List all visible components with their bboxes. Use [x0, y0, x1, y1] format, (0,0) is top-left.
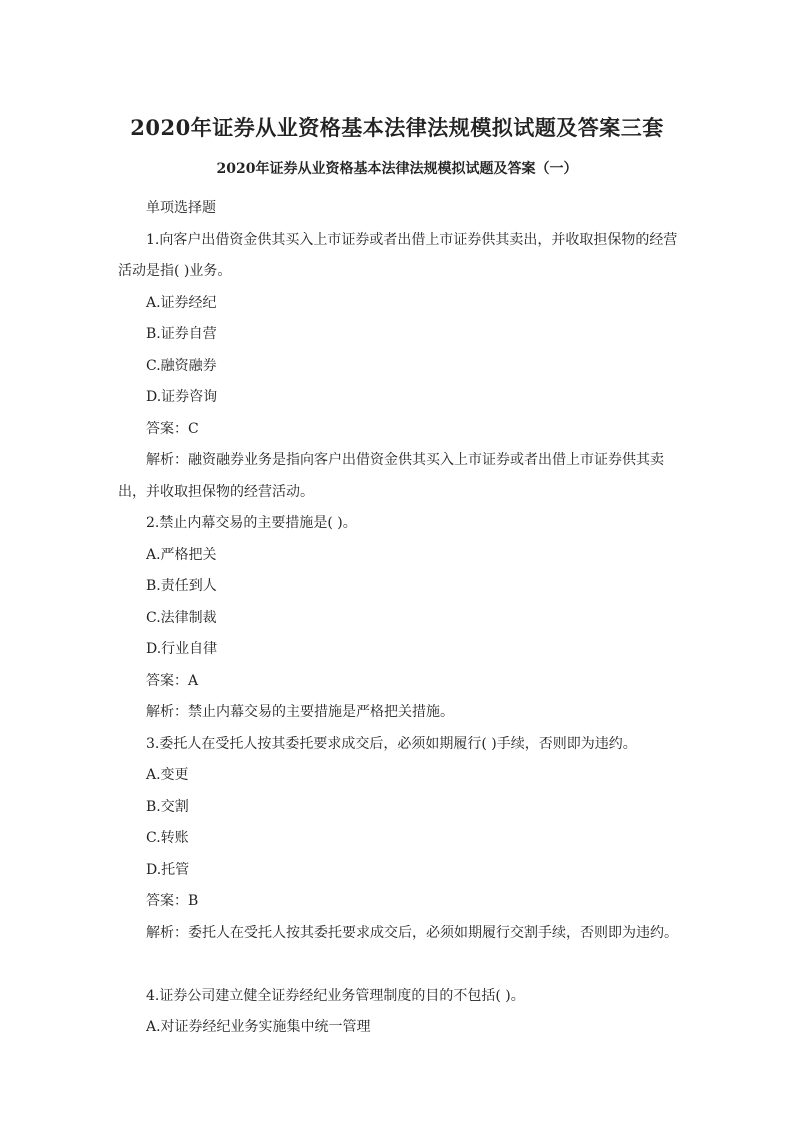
document-subtitle: 2020年证券从业资格基本法律法规模拟试题及答案（一）: [216, 161, 578, 177]
option: D.证券咨询: [146, 389, 218, 405]
section-heading: 单项选择题: [146, 200, 216, 216]
option: D.托管: [146, 861, 190, 878]
option: A.严格把关: [146, 546, 217, 563]
option: A.证券经纪: [146, 294, 217, 311]
option: A.对证券经纪业务实施集中统一管理: [146, 1019, 371, 1035]
document-title: 2020年证券从业资格基本法律法规模拟试题及答案三套: [130, 115, 664, 140]
option: C.转账: [146, 830, 189, 846]
option: D.行业自律: [146, 641, 218, 657]
question-text: 2.禁止内幕交易的主要措施是( )。: [146, 515, 357, 531]
question-text: 4.证券公司建立健全证券经纪业务管理制度的目的不包括( )。: [146, 987, 525, 1004]
answer: 答案：A: [146, 672, 199, 689]
document-body: [118, 193, 678, 1044]
answer: 答案：C: [146, 420, 199, 437]
option: B.交割: [146, 798, 189, 815]
answer: 答案：B: [146, 893, 199, 909]
option: B.证券自营: [146, 326, 217, 342]
option: B.责任到人: [146, 578, 217, 594]
option: C.融资融券: [146, 357, 217, 374]
analysis: 解析：融资融券业务是指向客户出借资金供其买入上市证券或者出借上市证券供其卖出，并收取担保物的经营活动。: [118, 452, 664, 500]
analysis: 解析：禁止内幕交易的主要措施是严格把关措施。: [146, 704, 454, 720]
analysis: 解析：委托人在受托人按其委托要求成交后，必须如期履行交割手续，否则即为违约。: [146, 924, 678, 941]
option: A.变更: [146, 767, 189, 783]
question-text: 3.委托人在受托人按其委托要求成交后，必须如期履行( )手续，否则即为违约。: [146, 735, 637, 752]
option: C.法律制裁: [146, 609, 217, 626]
question-text: 1.向客户出借资金供其买入上市证券或者出借上市证券供其卖出，并收取担保物的经营活动是指( )业务。: [118, 231, 678, 279]
